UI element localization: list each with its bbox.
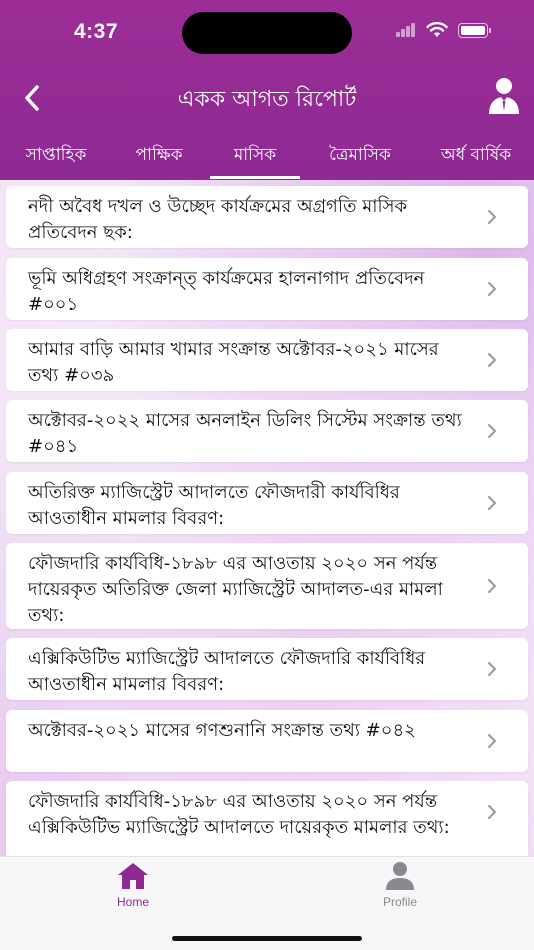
list-item[interactable] (6, 638, 528, 700)
tab-monthly[interactable] (210, 128, 300, 180)
report-title: ফৌজদারি কার্যবিধি-১৮৯৮ এর আওতায় ২০২০ সন পর্যন্ত দায়েরকৃত অতিরিক্ত জেলা ম্যাজিস্ট্রেট আদালত-এর মামলা তথ্য: (28, 553, 443, 626)
home-indicator (172, 936, 362, 941)
user-tie-icon (487, 77, 521, 115)
report-title: অক্টোবর-২০২১ মাসের গণশুনানি সংক্রান্ত তথ্য #০৪২ (28, 720, 416, 741)
tab-label: অর্ধ বার্ষিক (440, 145, 512, 165)
chevron-right-icon (486, 207, 498, 227)
report-title: অক্টোবর-২০২২ মাসের অনলাইন ডিলিং সিস্টেম সংক্রান্ত তথ্য #০৪১ (28, 410, 462, 457)
wifi-icon (426, 22, 448, 38)
period-tabs (0, 128, 534, 180)
list-item[interactable] (6, 329, 528, 391)
app-header (0, 0, 534, 180)
tab-label: ত্রৈমাসিক (329, 145, 391, 165)
report-title: আমার বাড়ি আমার খামার সংক্রান্ত অক্টোবর-২০২১ মাসের তথ্য #০৩৯ (28, 339, 439, 386)
bottom-tab-label: Home (116, 895, 149, 909)
chevron-right-icon (486, 731, 498, 751)
navigation-bar (0, 70, 534, 126)
bottom-tab-home[interactable] (88, 861, 178, 921)
chevron-right-icon (486, 493, 498, 513)
tab-weekly[interactable] (8, 128, 104, 180)
report-title: নদী অবৈধ দখল ও উচ্ছেদ কার্যক্রমের অগ্রগতি মাসিক প্রতিবেদন ছক: (28, 196, 408, 243)
status-bar (0, 0, 534, 62)
tab-label: পাক্ষিক (135, 145, 183, 165)
bottom-tab-profile[interactable] (355, 861, 445, 921)
report-list[interactable] (0, 180, 534, 856)
profile-button[interactable] (484, 74, 524, 118)
dynamic-island (182, 12, 352, 54)
chevron-right-icon (486, 659, 498, 679)
list-item[interactable] (6, 710, 528, 772)
page-title: একক আগত রিপোর্ট (177, 87, 357, 112)
tab-fortnightly[interactable] (114, 128, 204, 180)
chevron-right-icon (486, 279, 498, 299)
report-title: অতিরিক্ত ম্যাজিস্ট্রেট আদালতে ফৌজদারী কার্যবিধির আওতাধীন মামলার বিবরণ: (28, 482, 400, 529)
report-title: ভূমি অধিগ্রহণ সংক্রান্ত্ কার্যক্রমের হালনাগাদ প্রতিবেদন #০০১ (28, 268, 425, 315)
list-item[interactable] (6, 186, 528, 248)
status-icons (396, 22, 488, 38)
list-item[interactable] (6, 543, 528, 629)
tab-half-yearly[interactable] (426, 128, 526, 180)
chevron-right-icon (486, 576, 498, 596)
list-item[interactable] (6, 400, 528, 462)
report-title: ফৌজদারি কার্যবিধি-১৮৯৮ এর আওতায় ২০২০ সন পর্যন্ত এক্সিকিউটিভ ম্যাজিস্ট্রেট আদালতে দায়েরকৃত মামলার তথ্য: (28, 791, 450, 838)
list-item[interactable] (6, 472, 528, 534)
chevron-right-icon (486, 802, 498, 822)
chevron-right-icon (486, 421, 498, 441)
list-item[interactable] (6, 258, 528, 320)
list-item[interactable] (6, 781, 528, 856)
person-icon (383, 861, 417, 891)
report-title: এক্সিকিউটিভ ম্যাজিস্ট্রেট আদালতে ফৌজদারি কার্যবিধির আওতাধীন মামলার বিবরণ: (28, 648, 426, 695)
battery-icon (458, 23, 488, 38)
chevron-right-icon (486, 350, 498, 370)
cellular-signal-icon (396, 23, 416, 37)
status-time: 4:37 (74, 20, 119, 43)
tab-quarterly[interactable] (310, 128, 410, 180)
tab-label: মাসিক (233, 145, 277, 165)
active-tab-indicator (210, 176, 300, 179)
bottom-tab-label: Profile (382, 895, 417, 909)
home-icon (116, 861, 150, 891)
tab-label: সাপ্তাহিক (25, 145, 87, 165)
